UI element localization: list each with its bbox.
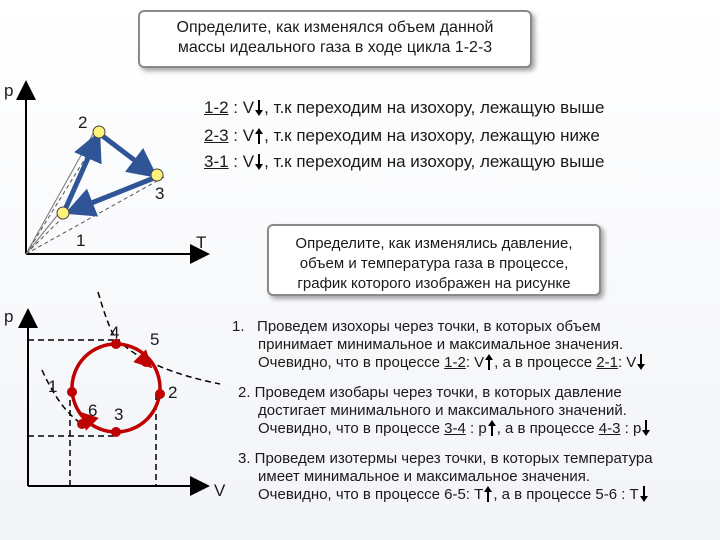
item1-num: 1. [232, 318, 245, 335]
graph2-point-1-label: 1 [48, 377, 58, 396]
item2-seg-3-4: 3-4 [444, 420, 466, 437]
arrow-down-icon [642, 420, 650, 436]
item1-line3 [258, 354, 646, 372]
item1-seg-2-1: 2-1 [596, 354, 618, 371]
process-question-line-3: график которого изображен на рисунке [297, 275, 571, 292]
cycle-note-1-2 [204, 98, 604, 118]
cycle-note-2-3-seg: 2-3 [204, 126, 229, 145]
graph2-point-6-label: 6 [88, 401, 98, 420]
graph2-point-4-label: 4 [110, 323, 120, 342]
question-line-1: Определите, как изменялся объем данной [176, 19, 494, 36]
cycle-note-1-2-sep: : V [228, 98, 255, 117]
item3-text3a: Очевидно, что в процессе 6-5: T [258, 486, 484, 503]
arrow-up-icon [485, 354, 493, 370]
item1-text1: Проведем изохоры через точки, в которых объем [257, 318, 601, 335]
graph1-axes [26, 90, 200, 254]
graph1-axis-T-label: T [196, 233, 207, 252]
process-question-line-2: объем и температура газа в процессе, [299, 255, 569, 272]
arrow-up-icon [484, 486, 492, 502]
cycle-note-2-3-sep: : V [228, 126, 255, 145]
graph2-point-3-label: 3 [114, 405, 124, 424]
arrow-up-icon [488, 420, 496, 436]
item3-line3 [258, 486, 649, 504]
graph1-point-2-label: 2 [78, 113, 88, 132]
arrow-down-icon [637, 354, 645, 370]
item1-line2: принимает минимальное и максимальное значения. [258, 336, 624, 353]
cycle-note-1-2-rest: , т.к переходим на изохору, лежащую выше [264, 98, 605, 117]
graph1-isochores [26, 128, 166, 254]
item1-text3c: : V [465, 354, 485, 371]
item1-seg-1-2: 1-2 [444, 354, 466, 371]
cycle-note-3-1-sep: : V [228, 152, 255, 171]
question-box-process [267, 224, 601, 296]
item2-text3d: , а в процессе [496, 420, 599, 437]
graph2-axis-V-label: V [214, 481, 226, 500]
graph2-point-5-label: 5 [150, 330, 160, 349]
process-question-line-1: Определите, как изменялись давление, [295, 235, 573, 252]
item1-line1 [232, 318, 601, 336]
graph1-axis-p-label: p [4, 81, 14, 100]
item2-text3f: : p [620, 420, 642, 437]
cycle-note-2-3 [204, 126, 600, 146]
graph2-axis-p-label: p [4, 307, 14, 326]
item3-line2: имеет минимальное и максимальное значения. [258, 468, 591, 485]
question-line-2: массы идеального газа в ходе цикла 1-2-3 [177, 39, 493, 56]
cycle-note-1-2-seg: 1-2 [204, 98, 229, 117]
item2-text3c: : p [465, 420, 487, 437]
cycle-note-2-3-rest: , т.к переходим на изохору, лежащую ниже [264, 126, 600, 145]
item1-text3a: Очевидно, что в процессе [258, 354, 445, 371]
item2-text3a: Очевидно, что в процессе [258, 420, 445, 437]
graph1-cycle [64, 134, 154, 212]
item1-text3d: , а в процессе [494, 354, 597, 371]
graph1-point-3-label: 3 [155, 184, 165, 203]
item3-line1: 3. Проведем изотермы через точки, в которых температура [238, 450, 653, 467]
item1-text3f: : V [617, 354, 637, 371]
arrow-down-icon [255, 154, 263, 170]
cycle-note-3-1-rest: , т.к переходим на изохору, лежащую выше [264, 152, 605, 171]
cycle-note-3-1-seg: 3-1 [204, 152, 229, 171]
arrow-down-icon [640, 486, 648, 502]
arrow-down-icon [255, 100, 263, 116]
graph2-point-2-label: 2 [168, 383, 178, 402]
item3-text3b: , а в процессе 5-6 : T [493, 486, 639, 503]
arrow-up-icon [255, 128, 263, 144]
cycle-note-3-1 [204, 152, 604, 172]
graph1-point-1-label: 1 [76, 231, 86, 250]
item2-line2: достигает минимального и максимального значений. [258, 402, 627, 419]
item2-line1: 2. Проведем изобары через точки, в которых давление [238, 384, 622, 401]
item2-line3 [258, 420, 651, 438]
item2-seg-4-3: 4-3 [598, 420, 621, 437]
